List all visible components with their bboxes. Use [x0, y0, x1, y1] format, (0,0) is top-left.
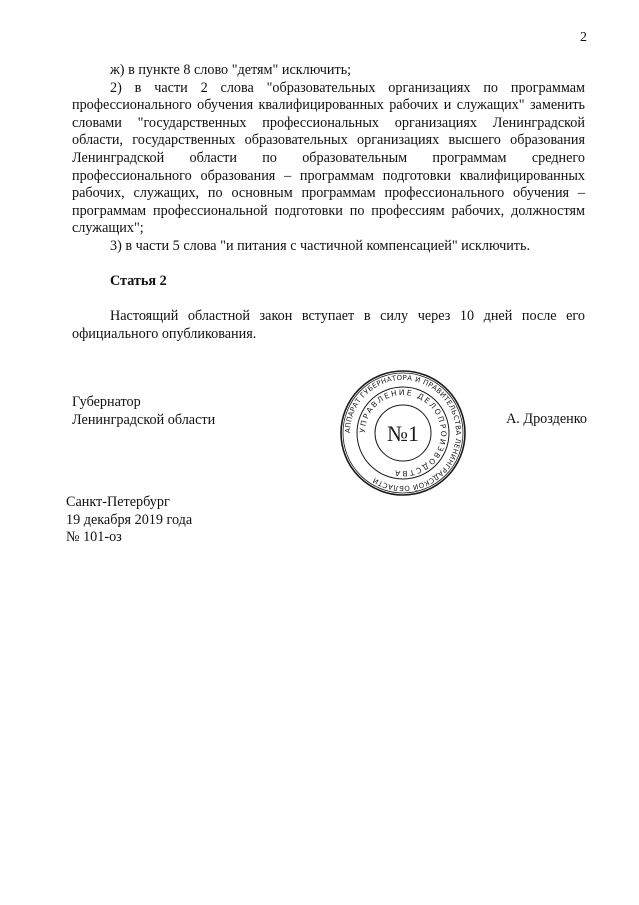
signatory-name: А. Дрозденко [506, 411, 587, 427]
document-footer [66, 494, 192, 547]
signature-title [72, 393, 215, 429]
seal-center-number: №1 [387, 421, 419, 446]
article-heading: Статья 2 [110, 273, 167, 289]
footer-law-number: № 101-оз [66, 529, 122, 546]
seal-inner-text: УПРАВЛЕНИЕ ДЕЛОПРОИЗВОДСТВА [357, 387, 449, 479]
article-text: Настоящий областной закон вступает в силу через 10 дней после его официального опубликования. [72, 308, 585, 342]
amendment-item: 3) в части 5 слова "и питания с частичной компенсацией" исключить. [110, 237, 531, 254]
amendment-item: ж) в пункте 8 слово "детям" исключить; [110, 62, 352, 78]
amendments-block [72, 62, 585, 256]
signature-title-line: Губернатор [72, 394, 141, 410]
footer-date: 19 декабря 2019 года [66, 511, 193, 528]
seal-outer-text: АППАРАТ ГУБЕРНАТОРА И ПРАВИТЕЛЬСТВА ЛЕНИНГРАДСКОЙ ОБЛАСТИ [343, 373, 463, 493]
amendment-item: 2) в части 2 слова "образовательных организациях по программам профессионального обучения квалифицированных рабочих и служащих" заменить словами "государственных профессиональных организациях Ленинградской области, государственных образовательных организациях высшего образования Ленинградской области по образовательным программам среднего профессионального образования – программам подготовки квалифицированных рабочих, служащих, по основным программам профессионального обучения – программам профессиональной подготовки по профессиям рабочих, должностям служащих"; [72, 79, 585, 237]
signature-title-line: Ленинградской области [72, 412, 216, 428]
page-number: 2 [580, 30, 587, 45]
footer-city: Санкт-Петербург [66, 494, 170, 510]
official-seal [339, 369, 467, 497]
